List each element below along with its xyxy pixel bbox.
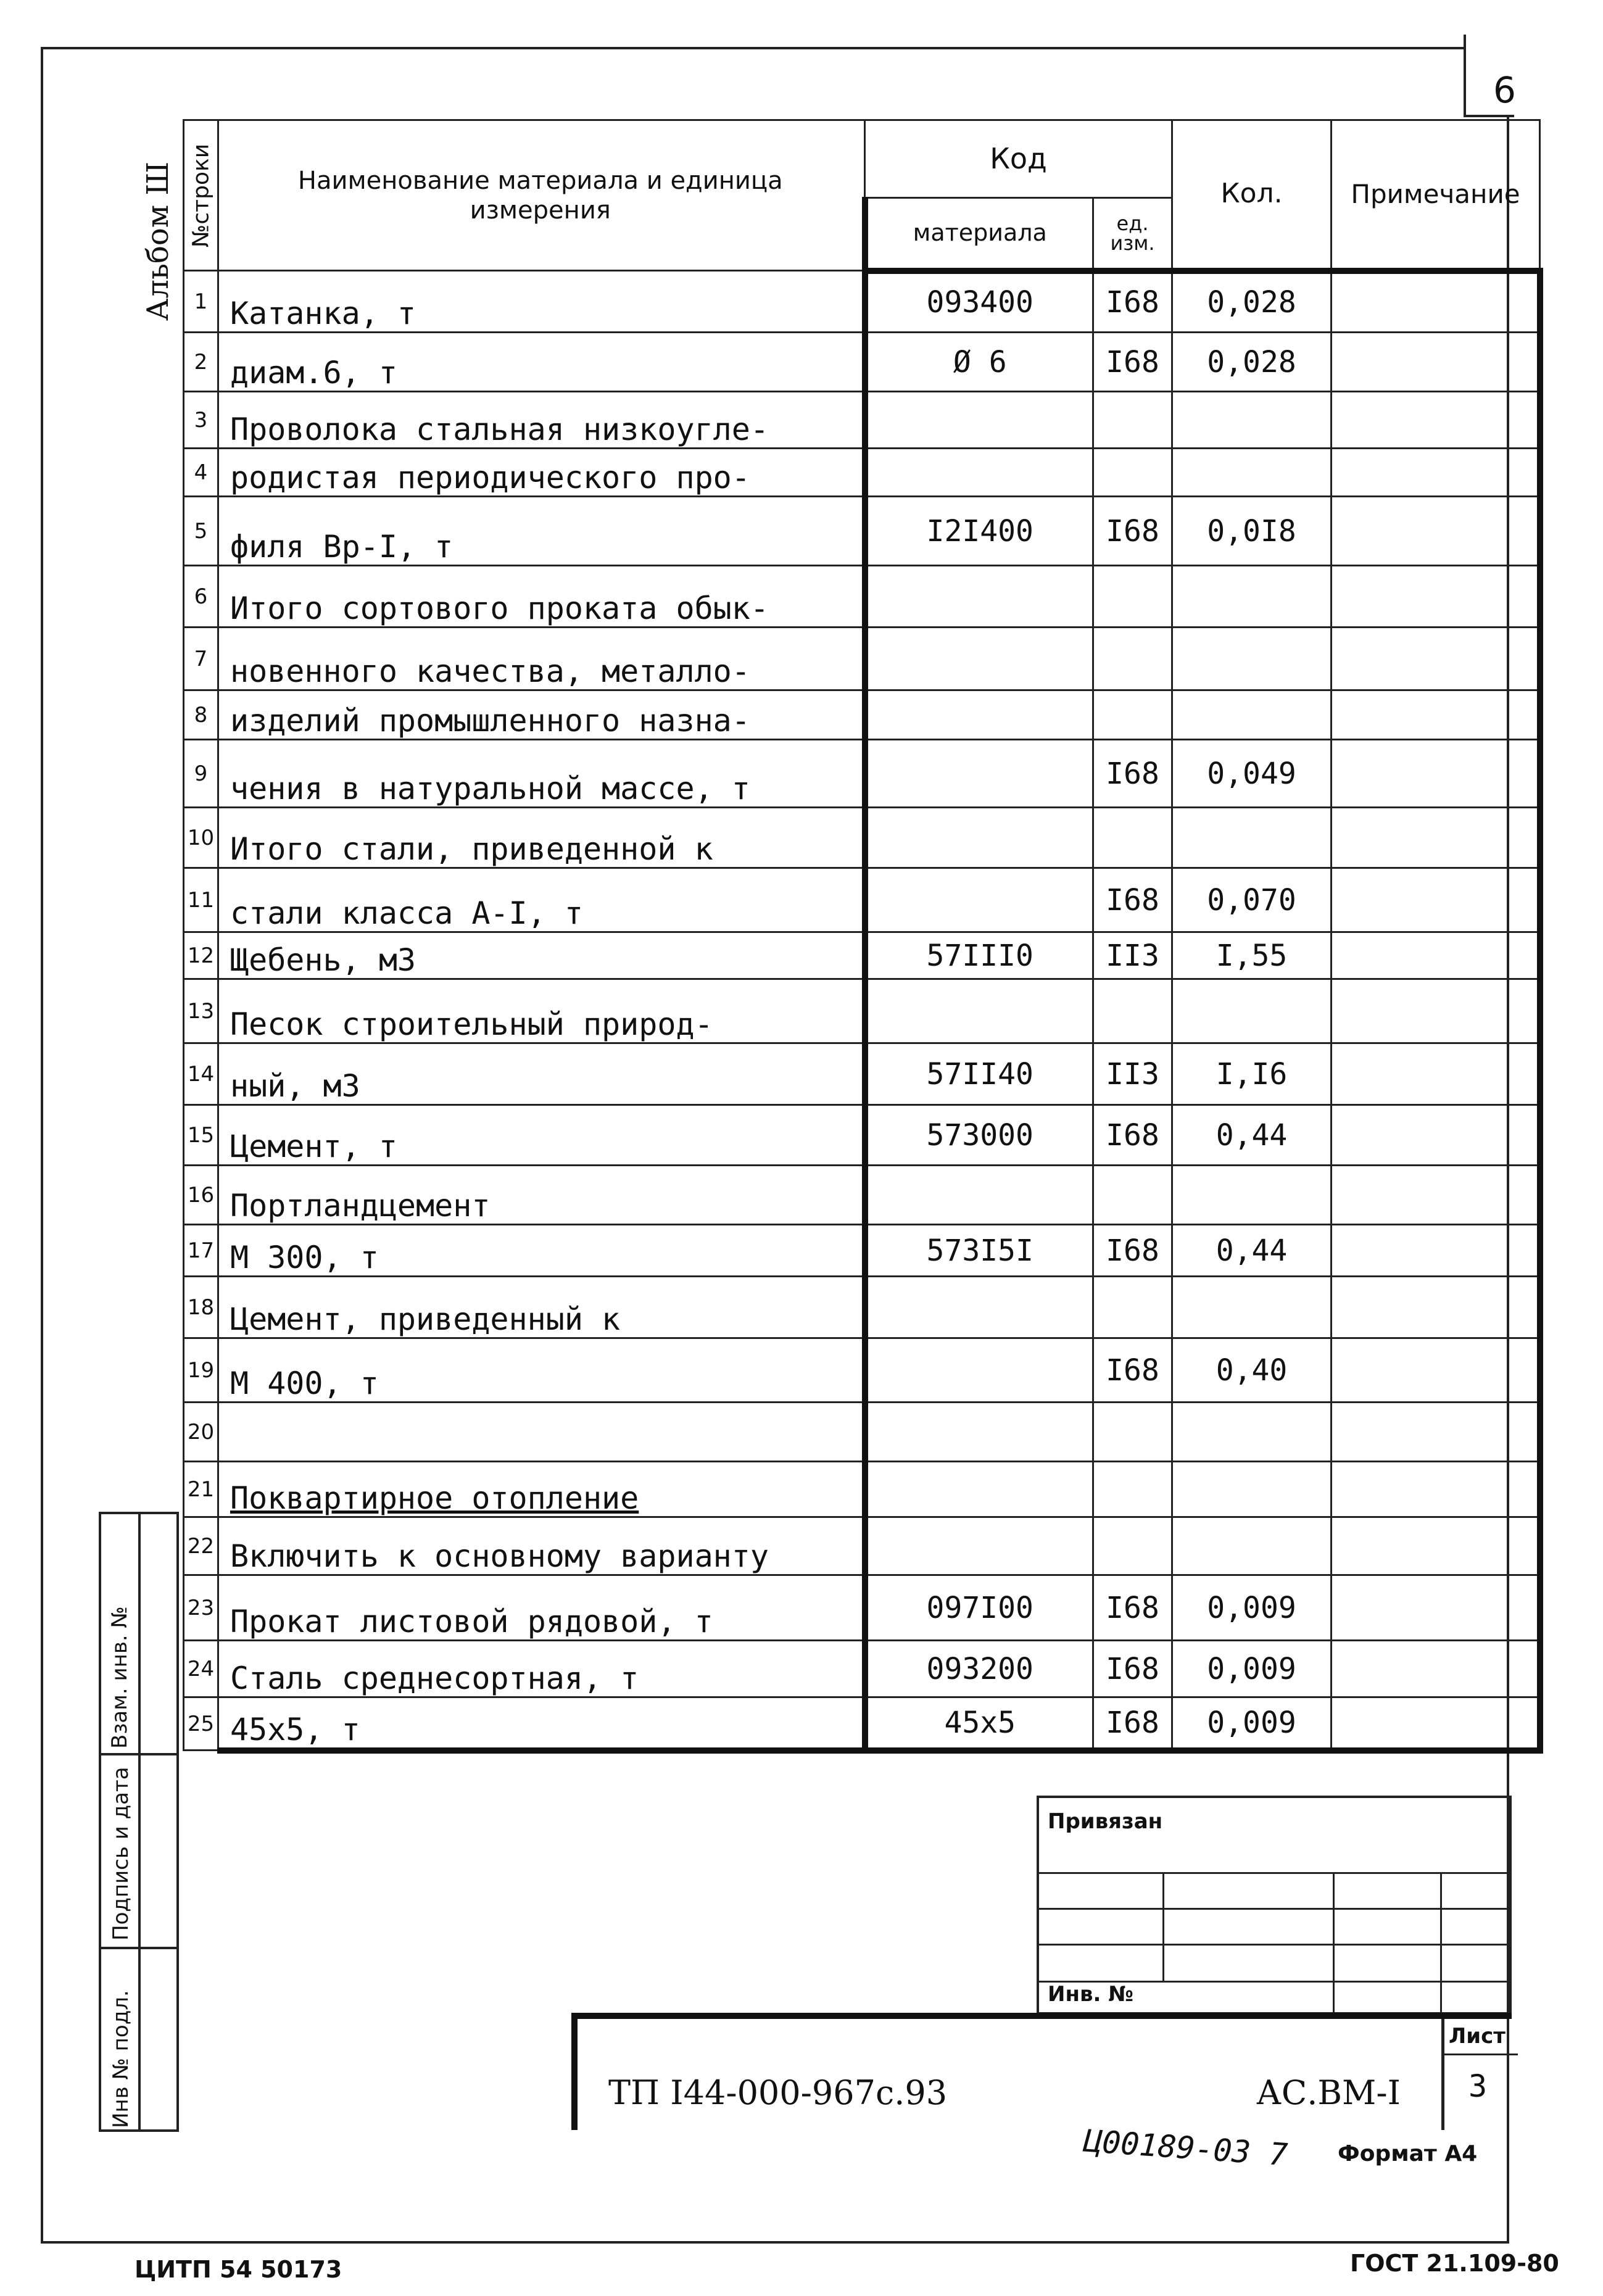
note [1332, 868, 1540, 932]
table-row [184, 1517, 1540, 1575]
unit-code: II3 [1093, 932, 1172, 979]
unit-code [1093, 1517, 1172, 1575]
header-qty: Кол. [1172, 120, 1332, 271]
row-number: 5 [184, 497, 218, 566]
row-number: 1 [184, 271, 218, 333]
unit-code [1093, 808, 1172, 868]
sheet-label: Лист [1449, 2024, 1506, 2049]
note [1332, 566, 1540, 628]
table-row [184, 333, 1540, 392]
material-code: Ø 6 [865, 333, 1093, 392]
row-number: 17 [184, 1225, 218, 1277]
material-code [865, 979, 1093, 1043]
quantity [1172, 449, 1332, 497]
title-block [571, 2013, 1512, 2130]
quantity: 0,009 [1172, 1697, 1332, 1751]
row-number: 24 [184, 1641, 218, 1697]
quantity: 0,009 [1172, 1641, 1332, 1697]
quantity: I,I6 [1172, 1043, 1332, 1105]
quantity [1172, 1517, 1332, 1575]
material-code: 57III0 [865, 932, 1093, 979]
material-name: Сталь среднесортная, т [218, 1641, 865, 1697]
table-row [184, 628, 1540, 690]
row-number: 4 [184, 449, 218, 497]
note [1332, 1277, 1540, 1338]
note [1332, 808, 1540, 868]
material-name [218, 1403, 865, 1462]
table-row [184, 740, 1540, 808]
table-row [184, 1462, 1540, 1517]
row-number: 7 [184, 628, 218, 690]
material-name: Поквартирное отопление [218, 1462, 865, 1517]
unit-code [1093, 392, 1172, 449]
table-row [184, 1697, 1540, 1751]
material-name: Песок строительный природ- [218, 979, 865, 1043]
material-code [865, 628, 1093, 690]
material-code [865, 392, 1093, 449]
row-number: 22 [184, 1517, 218, 1575]
material-name: Щебень, м3 [218, 932, 865, 979]
attachment-stamp [1037, 1796, 1512, 2015]
note [1332, 1105, 1540, 1166]
row-number: 8 [184, 690, 218, 740]
material-name: стали класса А-I, т [218, 868, 865, 932]
table-row [184, 271, 1540, 333]
material-name: Итого сортового проката обык- [218, 566, 865, 628]
unit-code: I68 [1093, 740, 1172, 808]
table-row [184, 1277, 1540, 1338]
row-number: 23 [184, 1575, 218, 1641]
table-row [184, 932, 1540, 979]
material-name: диам.6, т [218, 333, 865, 392]
table-row [184, 1338, 1540, 1403]
material-name: Прокат листовой рядовой, т [218, 1575, 865, 1641]
row-number: 21 [184, 1462, 218, 1517]
material-name: чения в натуральной массе, т [218, 740, 865, 808]
material-code [865, 566, 1093, 628]
note [1332, 1338, 1540, 1403]
material-code [865, 1277, 1093, 1338]
header-row-number: №строки [184, 120, 218, 271]
unit-code [1093, 449, 1172, 497]
table-row [184, 1575, 1540, 1641]
quantity: 0,44 [1172, 1225, 1332, 1277]
material-name: филя Вр-I, т [218, 497, 865, 566]
note [1332, 392, 1540, 449]
material-code: 57II40 [865, 1043, 1093, 1105]
unit-code [1093, 1403, 1172, 1462]
material-name: Портландцемент [218, 1166, 865, 1225]
row-number: 19 [184, 1338, 218, 1403]
row-number: 2 [184, 333, 218, 392]
material-code [865, 868, 1093, 932]
material-code [865, 1166, 1093, 1225]
note [1332, 979, 1540, 1043]
table-row [184, 808, 1540, 868]
material-name: Катанка, т [218, 271, 865, 333]
header-code: Код [865, 120, 1172, 198]
material-code [865, 1462, 1093, 1517]
unit-code: I68 [1093, 497, 1172, 566]
material-name: родистая периодического про- [218, 449, 865, 497]
table-row [184, 1105, 1540, 1166]
handwritten-number: Ц00189-03 7 [1082, 2123, 1289, 2173]
header-material: материала [865, 198, 1093, 271]
material-code: 093200 [865, 1641, 1093, 1697]
material-name: Цемент, приведенный к [218, 1277, 865, 1338]
side-inv-orig-label: Инв № подл. [109, 1990, 133, 2128]
material-name: Итого стали, приведенной к [218, 808, 865, 868]
unit-code [1093, 1277, 1172, 1338]
material-code [865, 1403, 1093, 1462]
document-code: ТП I44-000-967с.93 [608, 2073, 948, 2112]
quantity [1172, 392, 1332, 449]
materials-table [183, 119, 1543, 1754]
material-name: новенного качества, металло- [218, 628, 865, 690]
table-row [184, 690, 1540, 740]
note [1332, 271, 1540, 333]
unit-code [1093, 690, 1172, 740]
table-row [184, 979, 1540, 1043]
table-row [184, 392, 1540, 449]
unit-code [1093, 1462, 1172, 1517]
unit-code: I68 [1093, 1575, 1172, 1641]
row-number: 25 [184, 1697, 218, 1751]
note [1332, 497, 1540, 566]
material-code [865, 449, 1093, 497]
unit-code [1093, 566, 1172, 628]
material-code: 097I00 [865, 1575, 1093, 1641]
header-note: Примечание [1332, 120, 1540, 271]
row-number: 18 [184, 1277, 218, 1338]
note [1332, 449, 1540, 497]
quantity: 0,070 [1172, 868, 1332, 932]
table-row [184, 566, 1540, 628]
quantity [1172, 1462, 1332, 1517]
material-name: М 400, т [218, 1338, 865, 1403]
table-row [184, 1641, 1540, 1697]
unit-code: I68 [1093, 333, 1172, 392]
note [1332, 740, 1540, 808]
note [1332, 1225, 1540, 1277]
material-name: Включить к основному варианту [218, 1517, 865, 1575]
unit-code: II3 [1093, 1043, 1172, 1105]
table-row [184, 868, 1540, 932]
note [1332, 1641, 1540, 1697]
side-sign-date-label: Подпись и дата [109, 1767, 133, 1941]
row-number: 3 [184, 392, 218, 449]
unit-code [1093, 1166, 1172, 1225]
unit-code: I68 [1093, 271, 1172, 333]
quantity [1172, 690, 1332, 740]
note [1332, 628, 1540, 690]
side-inv-swap-label: Взам. инв. № [107, 1606, 132, 1749]
quantity: 0,028 [1172, 333, 1332, 392]
quantity [1172, 979, 1332, 1043]
note [1332, 333, 1540, 392]
material-code [865, 1338, 1093, 1403]
quantity [1172, 628, 1332, 690]
attached-label: Привязан [1048, 1809, 1163, 1834]
quantity [1172, 808, 1332, 868]
row-number: 20 [184, 1403, 218, 1462]
material-name: М 300, т [218, 1225, 865, 1277]
table-row [184, 497, 1540, 566]
quantity [1172, 1277, 1332, 1338]
row-number: 15 [184, 1105, 218, 1166]
unit-code [1093, 628, 1172, 690]
note [1332, 1517, 1540, 1575]
header-unit: ед. изм. [1093, 198, 1172, 271]
row-number: 12 [184, 932, 218, 979]
note [1332, 1575, 1540, 1641]
material-code: I2I400 [865, 497, 1093, 566]
note [1332, 1697, 1540, 1751]
material-name: Цемент, т [218, 1105, 865, 1166]
unit-code: I68 [1093, 1338, 1172, 1403]
table-row [184, 449, 1540, 497]
material-code: 093400 [865, 271, 1093, 333]
note [1332, 1043, 1540, 1105]
row-number: 9 [184, 740, 218, 808]
format-label: Формат А4 [1338, 2141, 1478, 2166]
quantity: 0,44 [1172, 1105, 1332, 1166]
quantity [1172, 1403, 1332, 1462]
unit-code [1093, 979, 1172, 1043]
row-number: 13 [184, 979, 218, 1043]
material-code: 573000 [865, 1105, 1093, 1166]
quantity: 0,049 [1172, 740, 1332, 808]
row-number: 16 [184, 1166, 218, 1225]
material-code [865, 808, 1093, 868]
note [1332, 690, 1540, 740]
footer-right: ГОСТ 21.109-80 [1350, 2250, 1559, 2277]
sheet-number: 3 [1468, 2068, 1488, 2104]
unit-code: I68 [1093, 1697, 1172, 1751]
inv-no-label: Инв. № [1048, 1982, 1134, 2007]
quantity: 0,028 [1172, 271, 1332, 333]
material-code [865, 740, 1093, 808]
material-code [865, 690, 1093, 740]
material-name: Проволока стальная низкоугле- [218, 392, 865, 449]
material-code [865, 1517, 1093, 1575]
header-name: Наименование материала и единица измерения [218, 120, 865, 271]
note [1332, 1403, 1540, 1462]
side-inv-swap [99, 1512, 179, 1755]
side-inv-orig [99, 1947, 179, 2132]
table-row [184, 1043, 1540, 1105]
unit-code: I68 [1093, 1105, 1172, 1166]
row-number: 10 [184, 808, 218, 868]
album-label: Альбом Ш [141, 161, 175, 321]
table-row [184, 1166, 1540, 1225]
row-number: 11 [184, 868, 218, 932]
table-row [184, 1225, 1540, 1277]
quantity: I,55 [1172, 932, 1332, 979]
row-number: 14 [184, 1043, 218, 1105]
unit-code: I68 [1093, 1641, 1172, 1697]
quantity: 0,0I8 [1172, 497, 1332, 566]
page-number: 6 [1493, 69, 1516, 111]
material-name: ный, м3 [218, 1043, 865, 1105]
unit-code: I68 [1093, 1225, 1172, 1277]
row-number: 6 [184, 566, 218, 628]
table-row [184, 1403, 1540, 1462]
unit-code: I68 [1093, 868, 1172, 932]
note [1332, 932, 1540, 979]
document-mark: АС.ВМ-I [1256, 2073, 1401, 2112]
footer-left: ЦИТП 54 50173 [135, 2256, 342, 2283]
quantity: 0,40 [1172, 1338, 1332, 1403]
side-sign-date [99, 1753, 179, 1949]
material-name: 45x5, т [218, 1697, 865, 1751]
quantity: 0,009 [1172, 1575, 1332, 1641]
quantity [1172, 1166, 1332, 1225]
material-name: изделий промышленного назна- [218, 690, 865, 740]
note [1332, 1166, 1540, 1225]
note [1332, 1462, 1540, 1517]
material-code: 45x5 [865, 1697, 1093, 1751]
material-code: 573I5I [865, 1225, 1093, 1277]
quantity [1172, 566, 1332, 628]
